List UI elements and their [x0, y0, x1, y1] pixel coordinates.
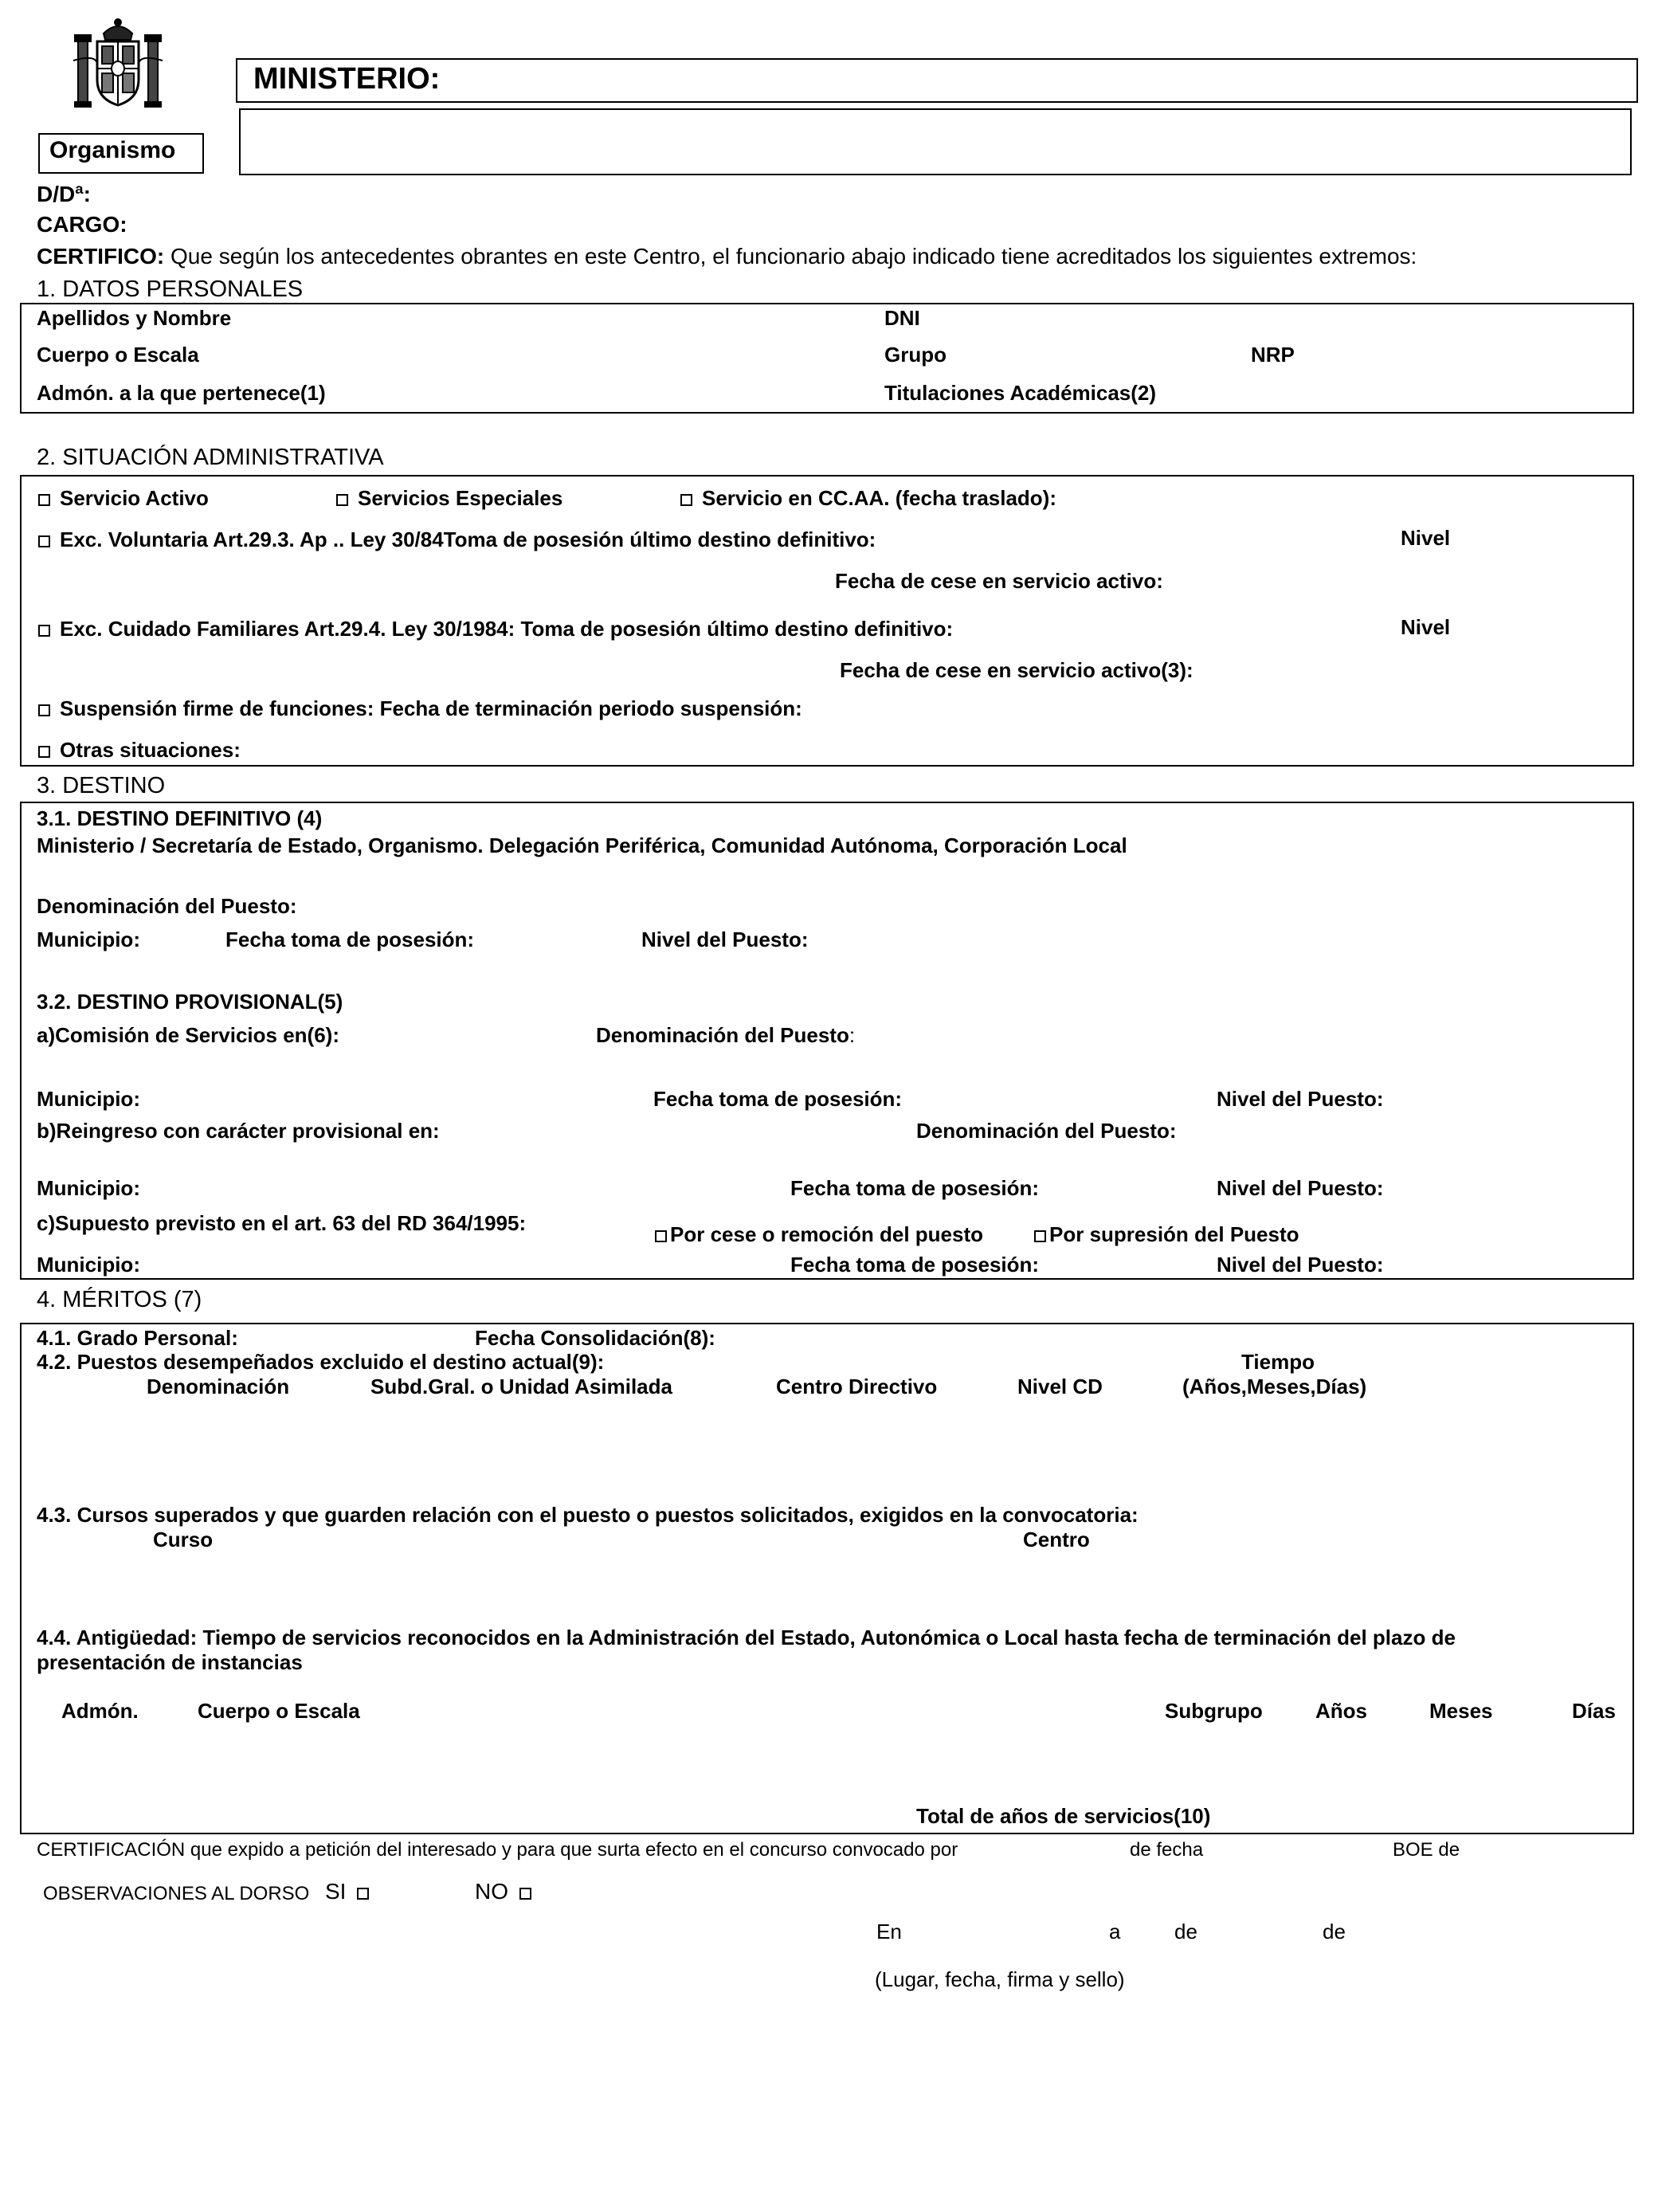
certifico-text: Que según los antecedentes obrantes en este Centro, el funcionario abajo indicado tiene acreditados los siguientes extremos:	[170, 244, 1417, 269]
observaciones-si-option[interactable]: SI	[325, 1879, 378, 1904]
fecha-toma-label: Fecha toma de posesión:	[225, 928, 475, 951]
organismo-label: Organismo	[49, 137, 176, 163]
servicio-ccaa-option[interactable]: Servicio en CC.AA. (fecha traslado):	[680, 486, 1056, 511]
municipio-label: Municipio:	[37, 928, 140, 951]
fecha-toma-c-label: Fecha toma de posesión:	[790, 1253, 1040, 1277]
dd-label: D/Dª:	[37, 182, 91, 206]
section-3-title: 3. DESTINO	[37, 773, 166, 798]
col-nivel-cd-header: Nivel CD	[1017, 1375, 1103, 1398]
checkbox-icon[interactable]	[38, 746, 50, 758]
checkbox-icon[interactable]	[519, 1888, 531, 1900]
organismo-name-box[interactable]	[239, 108, 1632, 175]
exc-voluntaria-option[interactable]: Exc. Voluntaria Art.29.3. Ap .. Ley 30/84Toma de posesión último destino definitivo:	[38, 528, 876, 552]
puestos-desempenados-label: 4.2. Puestos desempeñados excluido el destino actual(9):	[37, 1350, 605, 1374]
destino-definitivo-organismo: Ministerio / Secretaría de Estado, Organismo. Delegación Periférica, Comunidad Autónoma, Corporación Local	[37, 833, 1127, 857]
checkbox-icon[interactable]	[336, 494, 348, 506]
checkbox-icon[interactable]	[38, 625, 50, 637]
section-4-box	[20, 1323, 1634, 1834]
cargo-label: CARGO:	[37, 212, 127, 237]
section-2-title: 2. SITUACIÓN ADMINISTRATIVA	[37, 445, 384, 470]
denominacion-puesto-label: Denominación del Puesto:	[37, 894, 297, 918]
reingreso-label: b)Reingreso con carácter provisional en:	[37, 1119, 440, 1143]
fecha-toma-b-label: Fecha toma de posesión:	[790, 1176, 1040, 1200]
checkbox-icon[interactable]	[655, 1230, 667, 1242]
denominacion-puesto-a-label: Denominación del Puesto:	[596, 1023, 856, 1047]
col-centro-header: Centro	[1023, 1528, 1090, 1551]
supuesto-label: c)Supuesto previsto en el art. 63 del RD 364/1995:	[37, 1211, 527, 1235]
de-label-1: de	[1174, 1920, 1197, 1943]
checkbox-icon[interactable]	[38, 535, 50, 547]
col-denominacion-header: Denominación	[147, 1375, 290, 1398]
cuerpo-label: Cuerpo o Escala	[37, 343, 199, 367]
coat-of-arms-logo	[72, 16, 164, 110]
certificacion-text: CERTIFICACIÓN que expido a petición del interesado y para que surta efecto en el concurso convocado por	[37, 1839, 958, 1861]
por-cese-option[interactable]: Por cese o remoción del puesto	[655, 1222, 983, 1247]
col-centro-directivo-header: Centro Directivo	[776, 1375, 938, 1398]
fecha-toma-a-label: Fecha toma de posesión:	[653, 1087, 903, 1111]
en-label: En	[876, 1920, 902, 1943]
checkbox-icon[interactable]	[680, 494, 692, 506]
antiguedad-label-line1: 4.4. Antigüedad: Tiempo de servicios reconocidos en la Administración del Estado, Autonómica o Local hasta fecha de terminación del plazo de	[37, 1626, 1456, 1649]
ministerio-label: MINISTERIO:	[253, 62, 441, 96]
col-subgrupo-header: Subgrupo	[1165, 1699, 1263, 1723]
checkbox-icon[interactable]	[1034, 1230, 1046, 1242]
tiempo-header: Tiempo	[1241, 1350, 1315, 1374]
total-anos-label: Total de años de servicios(10)	[916, 1804, 1211, 1828]
fecha-cese-label-2: Fecha de cese en servicio activo(3):	[840, 658, 1193, 682]
nivel-puesto-a-label: Nivel del Puesto:	[1217, 1087, 1384, 1111]
cursos-label: 4.3. Cursos superados y que guarden relación con el puesto o puestos solicitados, exigidos en la convocatoria:	[37, 1503, 1139, 1527]
municipio-b-label: Municipio:	[37, 1176, 140, 1200]
col-admon-header: Admón.	[61, 1699, 139, 1723]
lugar-fecha-firma-label: (Lugar, fecha, firma y sello)	[875, 1967, 1125, 1991]
section-4-title: 4. MÉRITOS (7)	[37, 1287, 202, 1312]
dni-label: DNI	[884, 306, 920, 330]
checkbox-icon[interactable]	[38, 494, 50, 506]
grupo-label: Grupo	[884, 343, 947, 367]
nrp-label: NRP	[1251, 343, 1295, 367]
nivel-puesto-label: Nivel del Puesto:	[641, 928, 809, 951]
certifico-label: CERTIFICO:	[37, 244, 165, 269]
servicios-especiales-option[interactable]: Servicios Especiales	[336, 486, 562, 511]
col-curso-header: Curso	[153, 1528, 214, 1551]
comision-servicios-label: a)Comisión de Servicios en(6):	[37, 1023, 339, 1047]
a-label: a	[1109, 1920, 1121, 1943]
col-anos-header: Años	[1315, 1699, 1367, 1723]
fecha-consolidacion-label: Fecha Consolidación(8):	[475, 1326, 715, 1350]
servicio-activo-option[interactable]: Servicio Activo	[38, 486, 209, 511]
certifico-line	[37, 244, 1417, 269]
exc-cuidado-option[interactable]: Exc. Cuidado Familiares Art.29.4. Ley 30/1984: Toma de posesión último destino definitivo:	[38, 617, 953, 641]
de-label-2: de	[1323, 1920, 1346, 1943]
section-1-title: 1. DATOS PERSONALES	[37, 276, 304, 302]
municipio-a-label: Municipio:	[37, 1087, 140, 1111]
nivel-label-2: Nivel	[1401, 615, 1451, 639]
por-supresion-option[interactable]: Por supresión del Puesto	[1034, 1222, 1299, 1247]
ministerio-box	[236, 58, 1638, 103]
destino-definitivo-title: 3.1. DESTINO DEFINITIVO (4)	[37, 806, 323, 830]
boe-de-label: BOE de	[1393, 1839, 1460, 1861]
de-fecha-label: de fecha	[1130, 1839, 1204, 1861]
col-dias-header: Días	[1572, 1699, 1616, 1723]
col-cuerpo-header: Cuerpo o Escala	[198, 1699, 360, 1723]
col-meses-header: Meses	[1429, 1699, 1493, 1723]
nivel-label-1: Nivel	[1401, 526, 1451, 550]
col-subd-header: Subd.Gral. o Unidad Asimilada	[370, 1375, 672, 1398]
admon-label: Admón. a la que pertenece(1)	[37, 381, 326, 405]
nivel-puesto-c-label: Nivel del Puesto:	[1217, 1253, 1384, 1277]
col-amd-header: (Años,Meses,Días)	[1182, 1375, 1367, 1398]
observaciones-no-option[interactable]: NO	[475, 1879, 541, 1904]
otras-situaciones-option[interactable]: Otras situaciones:	[38, 738, 241, 763]
checkbox-icon[interactable]	[38, 704, 50, 716]
suspension-option[interactable]: Suspensión firme de funciones: Fecha de terminación periodo suspensión:	[38, 696, 802, 721]
observaciones-label: OBSERVACIONES AL DORSO	[43, 1883, 310, 1904]
destino-provisional-title: 3.2. DESTINO PROVISIONAL(5)	[37, 990, 343, 1014]
titulaciones-label: Titulaciones Académicas(2)	[884, 381, 1157, 405]
antiguedad-label-line2: presentación de instancias	[37, 1650, 303, 1674]
fecha-cese-label-1: Fecha de cese en servicio activo:	[835, 569, 1163, 593]
grado-personal-label: 4.1. Grado Personal:	[37, 1326, 238, 1350]
denominacion-puesto-b-label: Denominación del Puesto:	[916, 1119, 1177, 1143]
apellidos-label: Apellidos y Nombre	[37, 306, 232, 330]
nivel-puesto-b-label: Nivel del Puesto:	[1217, 1176, 1384, 1200]
municipio-c-label: Municipio:	[37, 1253, 140, 1277]
checkbox-icon[interactable]	[357, 1888, 369, 1900]
